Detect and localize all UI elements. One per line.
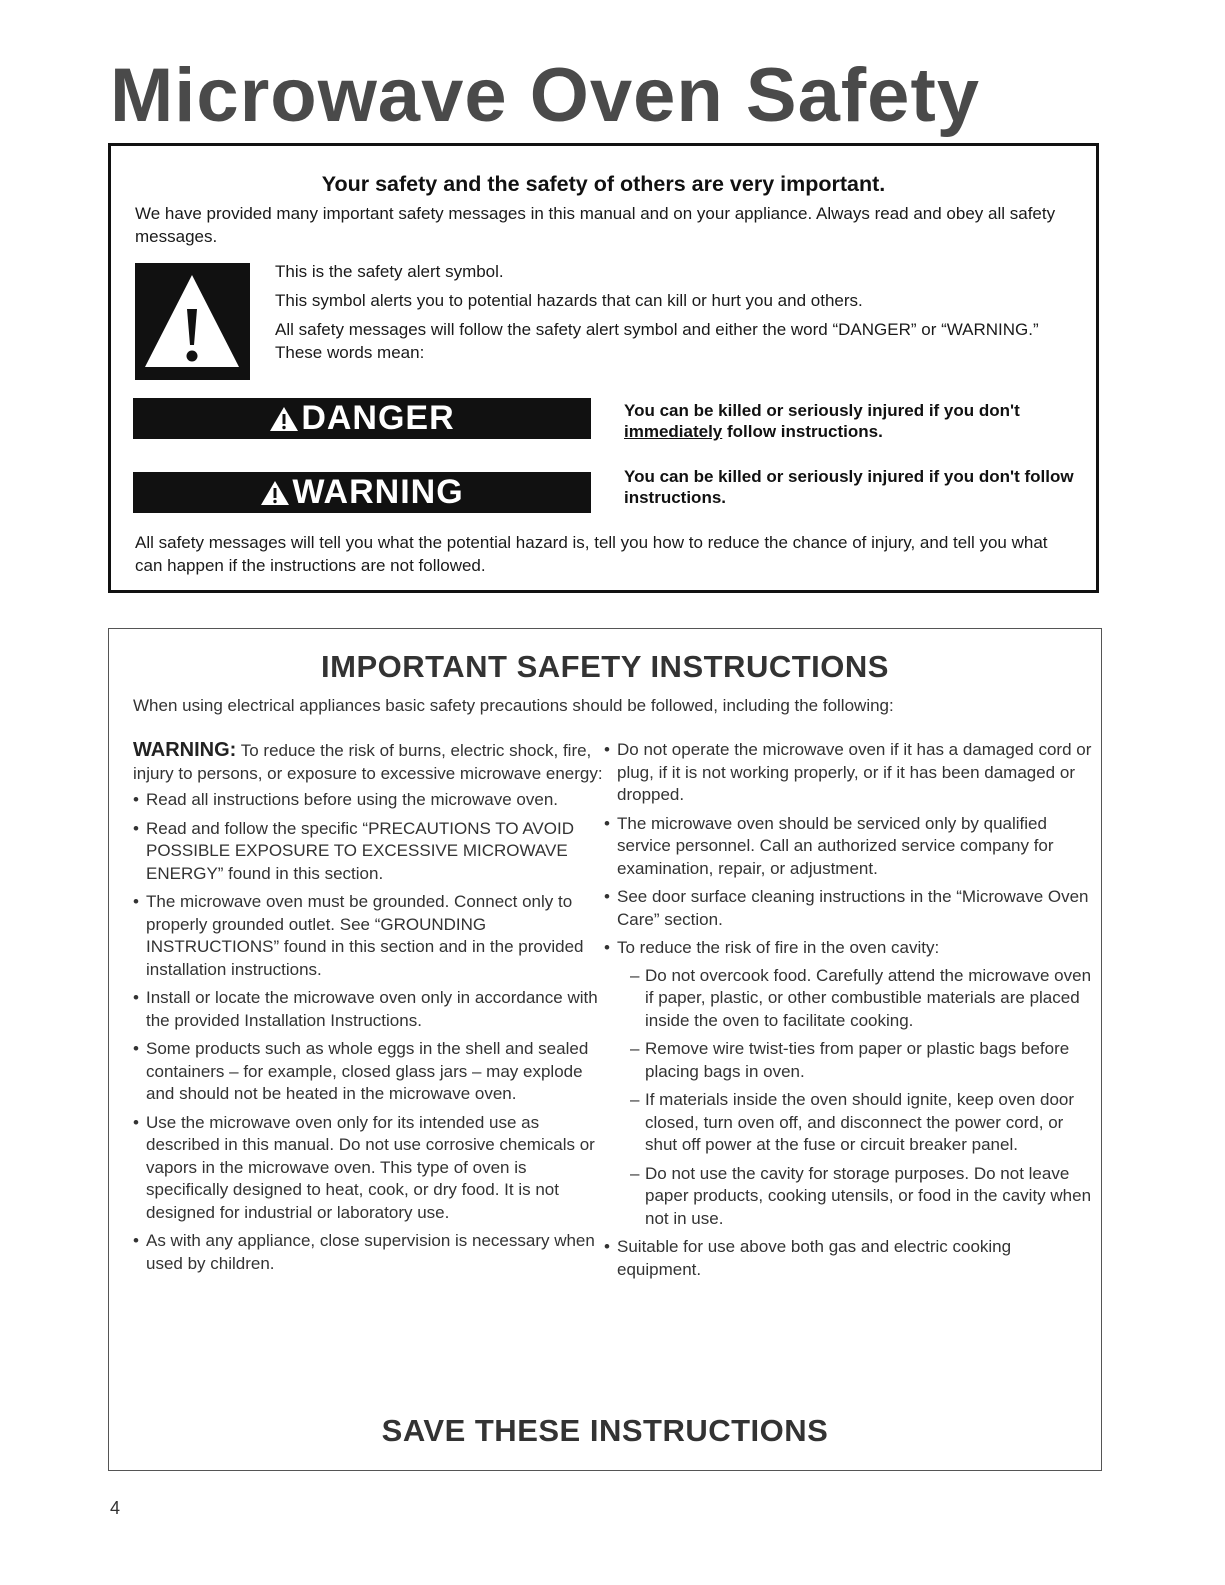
- list-item: • Read all instructions before using the microwave oven.: [133, 789, 603, 812]
- warning-alert-icon: [260, 479, 290, 507]
- list-item: • Do not operate the microwave oven if it has a damaged cord or plug, if it is not working properly, or if it has been damaged or dropped.: [604, 739, 1094, 807]
- save-instructions-heading: SAVE THESE INSTRUCTIONS: [381, 1413, 829, 1448]
- list-item: • See door surface cleaning instructions in the “Microwave Oven Care” section.: [604, 886, 1094, 931]
- right-bullet-list: [604, 739, 1094, 1281]
- warning-label: WARNING: [292, 473, 464, 511]
- danger-label: DANGER: [301, 399, 455, 437]
- list-item: • Some products such as whole eggs in the shell and sealed containers – for example, closed glass jars – may explode and should not be heated in the microwave oven.: [133, 1038, 603, 1106]
- danger-text-start: You can be killed or seriously injured if you don't: [624, 401, 1020, 420]
- warning-description: You can be killed or seriously injured if you don't follow instructions.: [624, 467, 1074, 507]
- sub-list-item: – Remove wire twist-ties from paper or plastic bags before placing bags in oven.: [617, 1038, 1094, 1083]
- danger-text-end: follow instructions.: [722, 422, 883, 441]
- list-item: • As with any appliance, close supervision is necessary when used by children.: [133, 1230, 603, 1275]
- danger-alert-icon: [269, 405, 299, 433]
- instructions-box: [108, 628, 1102, 1471]
- warning-lead: [133, 739, 603, 785]
- list-item: • Read and follow the specific “PRECAUTIONS TO AVOID POSSIBLE EXPOSURE TO EXCESSIVE MICROWAVE ENERGY” found in this section.: [133, 818, 603, 886]
- danger-description: [624, 400, 1094, 442]
- page-title: Microwave Oven Safety: [110, 53, 981, 138]
- right-column: [604, 739, 1094, 1287]
- warning-signal-bar: [133, 472, 591, 513]
- warning-lead-text: To reduce the risk of burns, electric shock, fire, injury to persons, or exposure to excessive microwave energy:: [133, 741, 603, 783]
- instructions-intro: When using electrical appliances basic safety precautions should be followed, including the following:: [133, 696, 894, 715]
- warning-word: WARNING:: [133, 739, 237, 761]
- danger-signal-bar: [133, 398, 591, 439]
- list-item: • Suitable for use above both gas and electric cooking equipment.: [604, 1236, 1094, 1281]
- fire-risk-item: [604, 937, 1094, 1230]
- safety-heading: Your safety and the safety of others are very important.: [321, 172, 886, 196]
- symbol-line-3: All safety messages will follow the safety alert symbol and either the word “DANGER” or “WARNING.” These words mean:: [275, 320, 1039, 362]
- fire-risk-sub-list: [617, 965, 1094, 1231]
- symbol-line-1: This is the safety alert symbol.: [275, 262, 504, 281]
- safety-box: [108, 143, 1099, 593]
- sub-list-item: – Do not overcook food. Carefully attend the microwave oven if paper, plastic, or other combustible materials are placed inside the oven to facilitate cooking.: [617, 965, 1094, 1033]
- sub-list-item: – If materials inside the oven should ignite, keep oven door closed, turn oven off, and disconnect the power cord, or shut off power at the fuse or circuit breaker panel.: [617, 1089, 1094, 1157]
- safety-alert-symbol-icon: [135, 263, 250, 380]
- list-item: • The microwave oven should be serviced only by qualified service personnel. Call an authorized service company for examination, repair, or adjustment.: [604, 813, 1094, 881]
- instructions-heading: IMPORTANT SAFETY INSTRUCTIONS: [321, 649, 889, 684]
- list-item: • Use the microwave oven only for its intended use as described in this manual. Do not use corrosive chemicals or vapors in the microwave oven. This type of oven is specifically designed to heat, cook, or dry food. It is not designed for industrial or laboratory use.: [133, 1112, 603, 1225]
- safety-intro: We have provided many important safety messages in this manual and on your appliance. Always read and obey all safety messages.: [135, 204, 1056, 246]
- sub-list-item: – Do not use the cavity for storage purposes. Do not leave paper products, cooking utensils, or food in the cavity when not in use.: [617, 1163, 1094, 1231]
- list-item: • Install or locate the microwave oven only in accordance with the provided Installation Instructions.: [133, 987, 603, 1032]
- page-number: 4: [110, 1498, 121, 1518]
- safety-closing: All safety messages will tell you what the potential hazard is, tell you how to reduce the chance of injury, and tell you what can happen if the instructions are not followed.: [135, 533, 1048, 575]
- list-item: • The microwave oven must be grounded. Connect only to properly grounded outlet. See “GROUNDING INSTRUCTIONS” found in this section and in the provided installation instructions.: [133, 891, 603, 981]
- symbol-line-2: This symbol alerts you to potential hazards that can kill or hurt you and others.: [275, 291, 863, 310]
- left-bullet-list: [133, 789, 603, 1275]
- left-column: [133, 739, 603, 1281]
- fire-risk-lead: To reduce the risk of fire in the oven cavity:: [617, 938, 940, 957]
- danger-text-immediately: immediately: [624, 422, 723, 441]
